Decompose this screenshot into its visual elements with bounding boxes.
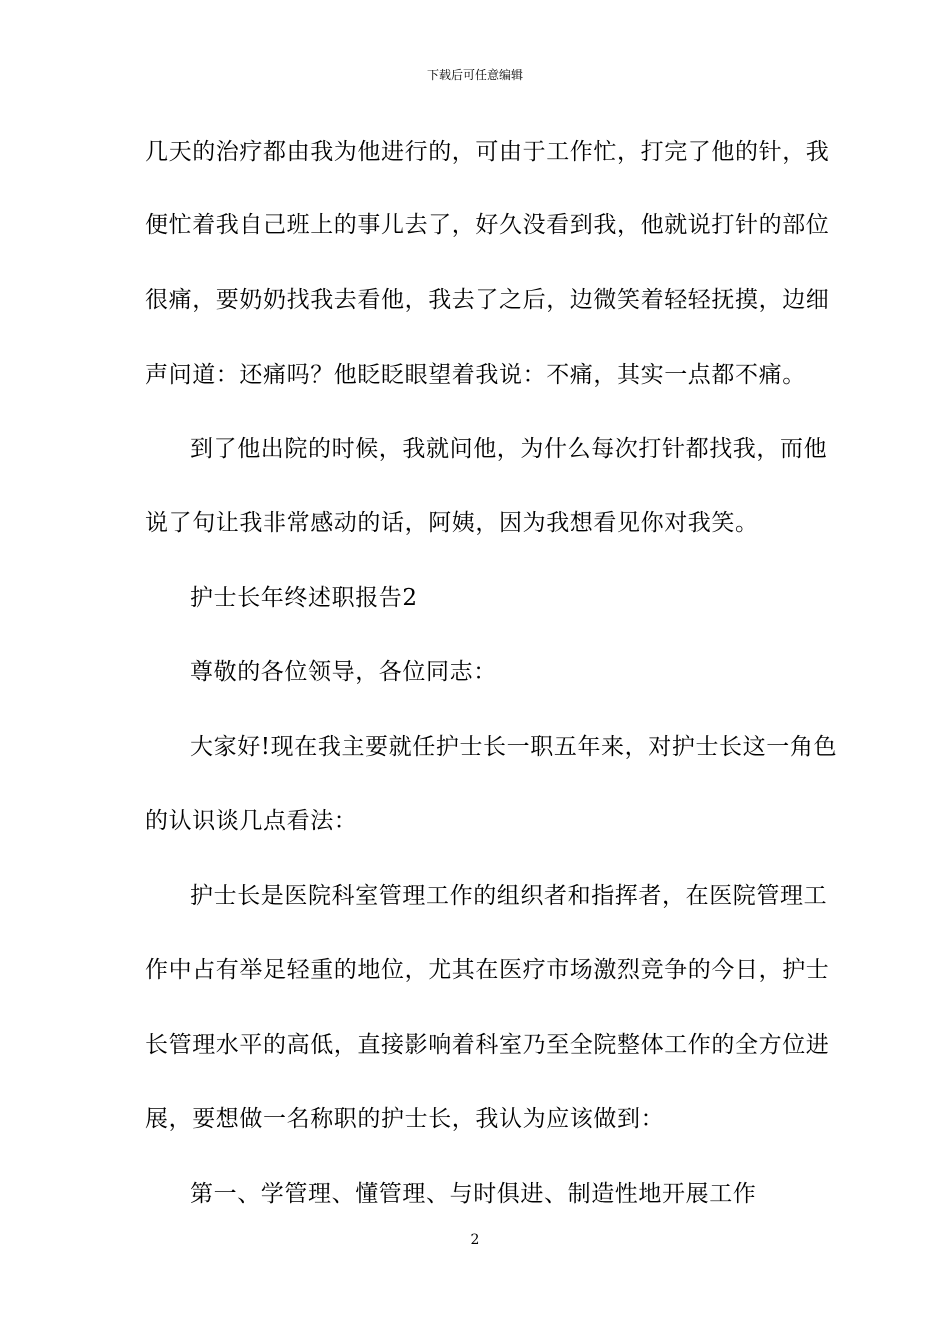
paragraph-line: 大家好!现在我主要就任护士长一职五年来，对护士长这一角色 — [190, 734, 838, 760]
paragraph-line: 护士长是医院科室管理工作的组织者和指挥者，在医院管理工 — [190, 883, 828, 909]
paragraph-line: 声问道：还痛吗？他眨眨眼望着我说：不痛，其实一点都不痛。 — [145, 362, 806, 388]
page-number: 2 — [470, 1232, 480, 1248]
paragraph-line: 几天的治疗都由我为他进行的，可由于工作忙，打完了他的针，我 — [145, 139, 830, 165]
paragraph-line: 到了他出院的时候，我就问他，为什么每次打针都找我，而他 — [190, 436, 828, 462]
paragraph-line: 的认识谈几点看法： — [145, 808, 358, 834]
paragraph-line: 很痛，要奶奶找我去看他，我去了之后，边微笑着轻轻抚摸，边细 — [145, 287, 830, 313]
salutation: 尊敬的各位领导，各位同志： — [190, 659, 497, 685]
section-heading: 护士长年终述职报告2 — [190, 585, 418, 611]
paragraph-line: 展，要想做一名称职的护士长，我认为应该做到： — [145, 1106, 665, 1132]
paragraph-line: 说了句让我非常感动的话，阿姨，因为我想看见你对我笑。 — [145, 510, 759, 536]
paragraph-line: 长管理水平的高低，直接影响着科室乃至全院整体工作的全方位进 — [145, 1032, 830, 1058]
paragraph-line: 第一、学管理、懂管理、与时俱进、制造性地开展工作 — [190, 1181, 757, 1207]
page-header: 下载后可任意编辑 — [426, 68, 523, 82]
paragraph-line: 作中占有举足轻重的地位，尤其在医疗市场激烈竞争的今日，护士 — [145, 957, 830, 983]
paragraph-line: 便忙着我自己班上的事儿去了，好久没看到我，他就说打针的部位 — [145, 212, 830, 238]
